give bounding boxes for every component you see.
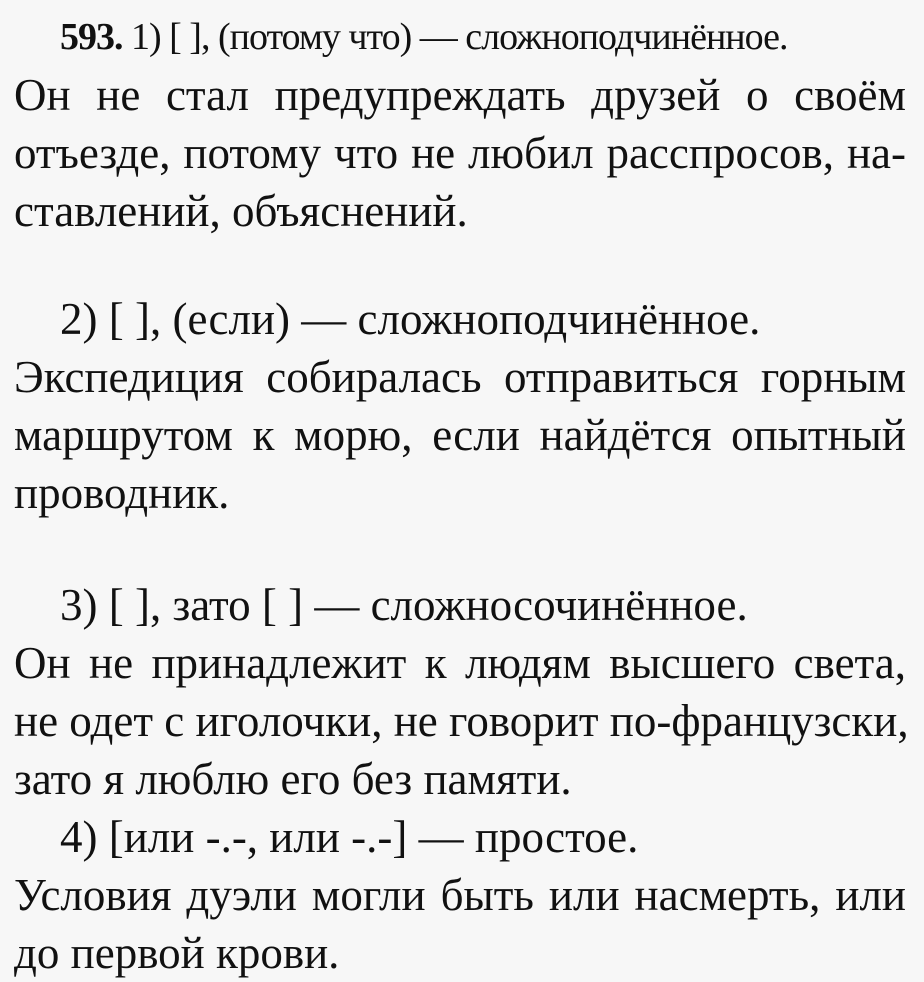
item-3-line-2: не одет с иголочки, не говорит по-французски, (14, 696, 909, 746)
item-1-scheme: 1) [ ], (потому что) — сложноподчинённое. (131, 16, 788, 58)
exercise-number: 593. (60, 16, 123, 58)
item-4-line-1: Условия дуэли могли быть или насмерть, или (14, 870, 906, 920)
item-2-line-2: маршрутом к морю, если найдётся опытный (14, 410, 906, 460)
item-2-line-3: проводник. (14, 468, 230, 518)
item-2-line-1: Экспедиция собиралась отправиться горным (14, 352, 906, 402)
exercise-header (60, 8, 924, 66)
item-1-line-2: отъезде, потому что не любил расспросов, на- (14, 128, 906, 178)
item-3-line-3: зато я люблю его без памяти. (14, 754, 572, 804)
item-3-line-1: Он не принадлежит к людям высшего света, (14, 638, 906, 688)
item-2-scheme: 2) [ ], (если) — сложноподчинённое. (60, 294, 761, 344)
item-3-scheme: 3) [ ], зато [ ] — сложносочинённое. (60, 580, 748, 630)
item-1-line-3: ставлений, объяснений. (14, 186, 468, 236)
item-1-line-1: Он не стал предупреждать друзей о своём (14, 70, 906, 120)
item-4-line-2: до первой крови. (14, 928, 340, 978)
item-4-scheme: 4) [или -.-, или -.-] — простое. (60, 812, 639, 862)
